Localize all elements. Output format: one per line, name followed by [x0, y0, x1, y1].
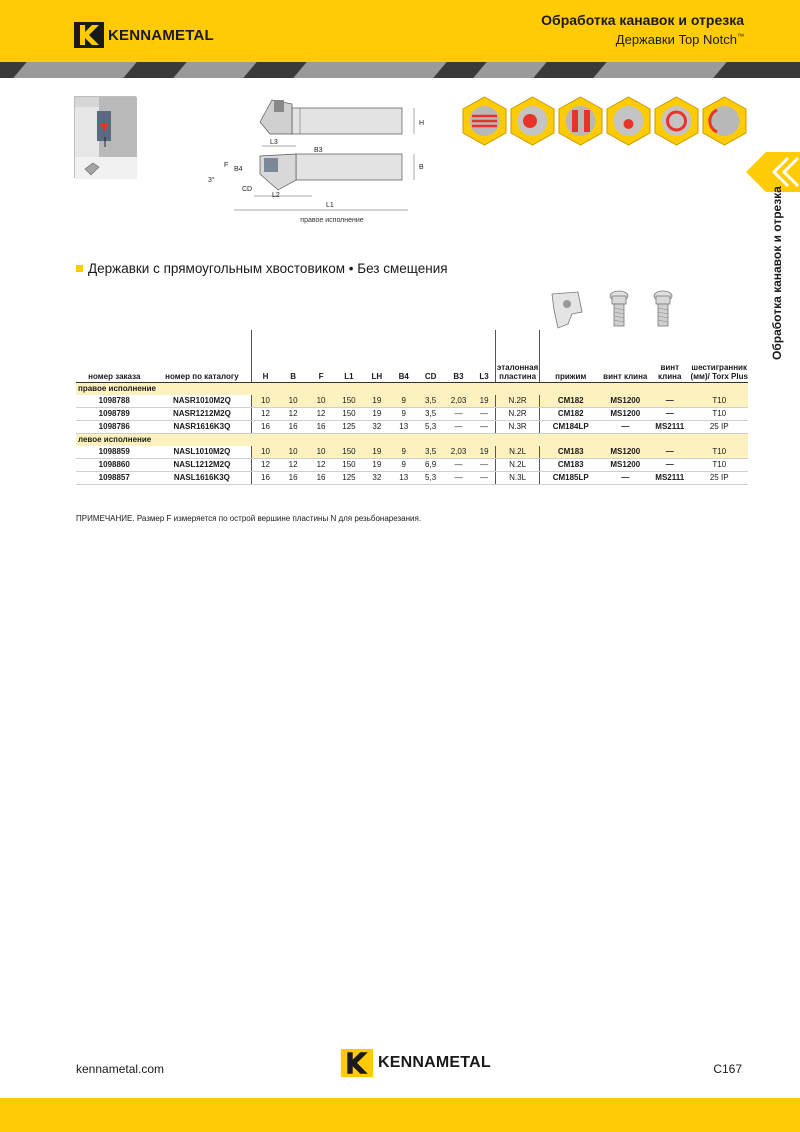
table-row: 1098786 NASR1616K3Q 16 16 16 125 32 13 5,3 — — N.3R CM184LP — MS2111 25 IP [76, 420, 748, 433]
page-header [0, 0, 800, 62]
square-bullet-icon [76, 265, 83, 272]
col-clamp: прижим [539, 330, 601, 382]
wedge-screw-2-icon [652, 290, 674, 332]
website-link[interactable]: kennametal.com [76, 1062, 165, 1076]
kennametal-logo-icon [74, 22, 104, 48]
col-l3: L3 [473, 330, 496, 382]
page-number: C167 [713, 1062, 742, 1076]
table-row: 1098860 NASL1212M2Q 12 12 12 150 19 9 6,9 — — N.2L CM183 MS1200 — T10 [76, 458, 748, 471]
footer-band [0, 1098, 800, 1132]
col-b3: B3 [444, 330, 473, 382]
grooving-op-icon [558, 96, 603, 146]
col-b: B [279, 330, 308, 382]
holder-drawing [200, 94, 440, 234]
svg-text:L3: L3 [270, 139, 278, 146]
clamp-icon [548, 290, 586, 330]
facing-op-icon [510, 96, 555, 146]
svg-text:H: H [419, 120, 425, 127]
col-f: F [308, 330, 335, 382]
svg-text:B3: B3 [314, 147, 323, 154]
col-l1: L1 [334, 330, 363, 382]
col-h: H [252, 330, 279, 382]
operation-icons [462, 96, 747, 146]
kennametal-logo-icon [340, 1049, 374, 1077]
svg-text:L1: L1 [326, 202, 334, 209]
page-subtitle: Державки Top Notch™ [615, 32, 744, 47]
section-heading-text: Державки с прямоугольным хвостовиком • Без смещения [88, 261, 448, 276]
col-screw1: винт клина [602, 330, 650, 382]
col-cd: CD [417, 330, 444, 382]
table-header-row [76, 330, 748, 382]
kennametal-logo [74, 22, 214, 48]
side-section-label: Обработка канавок и отрезка [770, 186, 784, 360]
face-grooving-op-icon [654, 96, 699, 146]
svg-text:CD: CD [242, 186, 253, 193]
col-hex: шестигранник (мм)/ Torx Plus [690, 330, 748, 382]
brand-name: KENNAMETAL [108, 26, 214, 44]
table-row: 1098789 NASR1212M2Q 12 12 12 150 19 9 3,5 — — N.2R CM182 MS1200 — T10 [76, 407, 748, 420]
wedge-screw-icon [608, 290, 630, 332]
group-row-left: левое исполнение [76, 433, 748, 446]
col-screw2: винт клина [649, 330, 690, 382]
drawing-caption: правое исполнение [300, 217, 364, 224]
application-photo [74, 96, 136, 178]
header-stripe [0, 62, 800, 78]
table-row: 1098788 NASR1010M2Q 10 10 10 150 19 9 3,5 2,03 19 N.2R CM182 MS1200 — T10 [76, 395, 748, 408]
group-row-right: правое исполнение [76, 382, 748, 395]
svg-text:B: B [419, 164, 424, 171]
table-row: 1098859 NASL1010M2Q 10 10 10 150 19 9 3,5 2,03 19 N.2L CM183 MS1200 — T10 [76, 446, 748, 459]
svg-text:3°: 3° [208, 177, 215, 184]
profiling-op-icon [606, 96, 651, 146]
holders-table [76, 330, 748, 485]
col-order: номер заказа [76, 330, 153, 382]
footer-logo [340, 1049, 491, 1077]
col-b4: B4 [390, 330, 417, 382]
section-heading [76, 261, 448, 276]
parting-op-icon [702, 96, 747, 146]
svg-text:F: F [224, 162, 229, 169]
table-row: 1098857 NASL1616K3Q 16 16 16 125 32 13 5,3 — — N.3L CM185LP — MS2111 25 IP [76, 471, 748, 484]
footnote: ПРИМЕЧАНИЕ. Размер F измеряется по острой вершине пластины N для резьбонарезания. [76, 514, 422, 523]
col-lh: LH [363, 330, 390, 382]
col-catalog: номер по каталогу [153, 330, 252, 382]
footer-brand-name: KENNAMETAL [378, 1054, 491, 1071]
threading-op-icon [462, 96, 507, 146]
col-insert: эталонная пластина [496, 330, 540, 382]
page-title: Обработка канавок и отрезка [541, 12, 744, 28]
svg-text:L2: L2 [272, 192, 280, 199]
svg-text:B4: B4 [234, 166, 243, 173]
